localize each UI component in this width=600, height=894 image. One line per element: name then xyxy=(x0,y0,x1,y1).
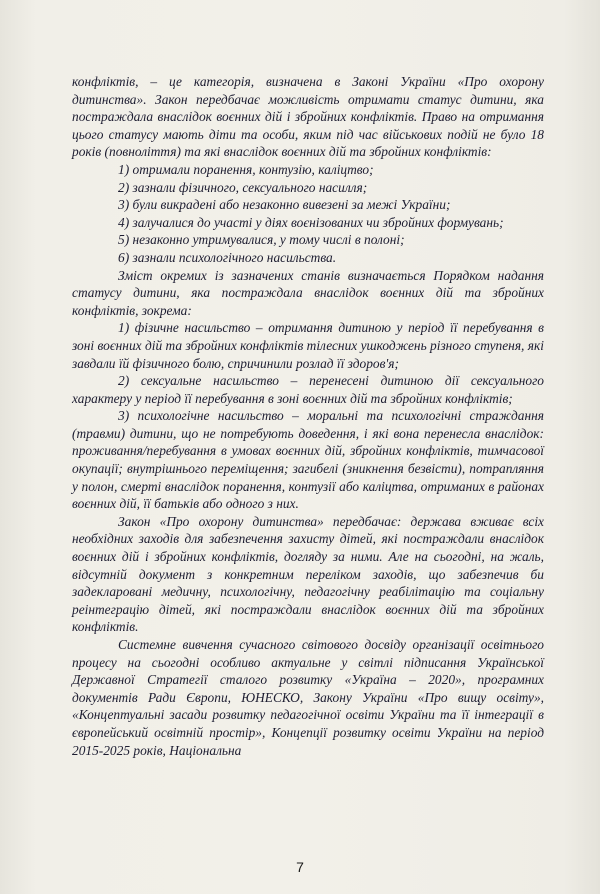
list-item: 5) незаконно утримувалися, у тому числі в полоні; xyxy=(118,232,405,248)
list-item: 1) отримали поранення, контузію, каліцтво; xyxy=(118,161,374,177)
page-text xyxy=(72,73,544,759)
list-item: 6) зазнали психологічного насильства. xyxy=(118,249,337,265)
paragraph: 2) сексуальне насильство – перенесені дитиною дії сексуального характеру у період її перебування в зоні воєнних дій та збройних конфліктів; xyxy=(72,373,544,406)
paragraph: Зміст окремих із зазначених станів визначається Порядком надання статусу дитини, яка постраждала внаслідок воєнних дій та збройних конфліктів, зокрема: xyxy=(72,267,544,318)
paragraph: 1) фізичне насильство – отримання дитиною у період її перебування в зоні воєнних дій та збройних конфліктів тілесних ушкоджень різного ступеня, які завдали їй фізичного болю, спричинили розлад її здоров'я; xyxy=(72,320,544,371)
paragraph: Закон «Про охорону дитинства» передбачає: держава вживає всіх необхідних заходів для забезпечення захисту дітей, які постраждали внаслідок воєнних дій і збройних конфліктів, догляду за ними. Але на сьогодні, на жаль, відсутній документ з конкретним переліком заходів, що забезпечив би задекларовані медичну, психологічну, педагогічну реабілітацію та соціальну реінтеграцію дітей, які постраждали внаслідок воєнних дій та збройних конфліктів. xyxy=(72,513,544,635)
list-item: 3) були викрадені або незаконно вивезені за межі України; xyxy=(118,197,451,213)
paragraph: 4) залучалися до участі у діях воєнізованих чи збройних формувань; xyxy=(118,214,504,230)
list-item: 2) зазнали фізичного, сексуального насилля; xyxy=(118,179,368,195)
paragraph: 3) психологічне насильство – моральні та психологічні страждання (травми) дитини, що не потребують доведення, і які вона перенесла внаслідок: проживання/перебування в умовах воєнних дій, збройних конфліктів, тимчасової окупації; внутрішнього переміщення; загибелі (зникнення безвісти), потрапляння у полон, смерті внаслідок поранення, контузії або каліцтва, отриманих в районах воєнних дій, її батьків або одного з них. xyxy=(72,408,544,512)
paragraph: Системне вивчення сучасного світового досвіду організації освітнього процесу на сьогодні особливо актуальне у світлі підписання Української Державної Стратегії сталого розвитку «Україна – 2020», програмних документів Ради Європи, ЮНЕСКО, Закону України «Про вищу освіту», «Концептуальні засади розвитку педагогічної освіти України та її інтеграції в європейський освітній простір», Концепції розвитку освіти України на період 2015-2025 років, Національна xyxy=(72,637,544,758)
paragraph: конфліктів, – це категорія, визначена в Законі України «Про охорону дитинства». Закон передбачає можливість отримати статус дитини, яка постраждала внаслідок воєнних дій і збройних конфліктів. Право на отримання цього статусу мають діти та особи, яким під час військових подій не було 18 років (повноліття) та які внаслідок воєнних дій та збройних конфліктів: xyxy=(72,74,544,160)
page-number: 7 xyxy=(296,859,304,875)
